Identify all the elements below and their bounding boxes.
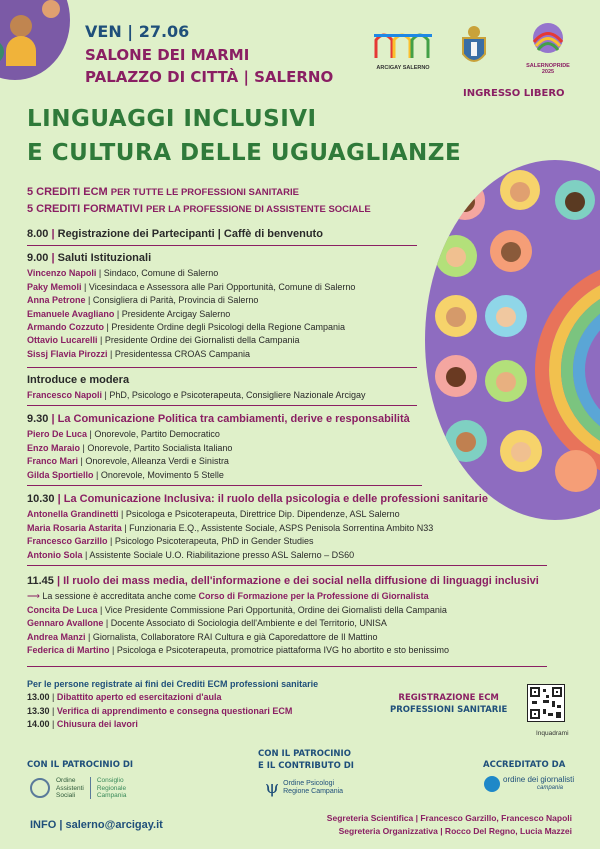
organizational-secretariat: Segreteria Organizzativa | Rocco Del Regno, Lucia Mazzei (338, 826, 572, 836)
patronage-contrib-line2: E IL CONTRIBUTO DI (258, 761, 354, 771)
moderator-heading: Introduce e modera (27, 374, 130, 386)
croas-text-3: Sociali (56, 792, 76, 799)
scientific-secretariat: Segreteria Scientifica | Francesco Garzillo, Francesco Napoli (326, 813, 572, 823)
speaker-row: Vincenzo Napoli | Sindaco, Comune di Salerno (27, 268, 219, 279)
speaker-row: Gennaro Avallone | Docente Associato di Sociologia dell'Ambiente e del Territorio, UNISA (27, 618, 387, 629)
croas-text-2: Assistenti (56, 784, 84, 792)
ecm-item-time: 13.00 (27, 692, 50, 703)
speaker-role: Sindaco, Comune di Salerno (103, 268, 219, 279)
speaker-row: Antonio Sola | Assistente Sociale U.O. Riabilitazione presso ASL Salerno – DS60 (27, 549, 355, 560)
speaker-name: Concita De Luca (27, 604, 98, 615)
speaker-name: Gennaro Avallone (27, 618, 104, 629)
session-800-time: 8.00 (27, 228, 49, 240)
accredited-label: ACCREDITATO DA (483, 760, 566, 770)
ordine-psicologi-logo (265, 777, 343, 798)
speaker-name: Paky Memoli (27, 281, 82, 292)
registration-line2: PROFESSIONI SANITARIE (390, 705, 508, 715)
speaker-role: Vice Presidente Commissione Pari Opportunità, Ordine dei Giornalisti della Campania (104, 604, 447, 615)
speaker-name: Maria Rosaria Astarita (27, 522, 122, 533)
speaker-role: Onorevole, Partito Democratico (94, 429, 220, 440)
session-1145-title: Il ruolo dei mass media, dell'informazione e dei social nella diffusione di linguaggi inclusivi (63, 575, 539, 587)
arcigay-logo (372, 28, 434, 70)
qr-caption: Inquadrami (536, 730, 569, 737)
speaker-row: Francesco Napoli | PhD, Psicologo e Psicoterapeuta, Consigliere Nazionale Arcigay (27, 390, 366, 401)
speaker-role: Vicesindaca e Assessora alle Pari Opportunità, Comune di Salerno (88, 281, 356, 292)
speaker-row: Armando Cozzuto | Presidente Ordine degli Psicologi della Regione Campania (27, 322, 345, 333)
speaker-row: Paky Memoli | Vicesindaca e Assessora alle Pari Opportunità, Comune di Salerno (27, 281, 356, 292)
ordine-giornalisti-logo (484, 776, 574, 792)
speaker-role: Giornalista, Collaboratore RAI Cultura e già Caporedattore de Il Mattino (92, 631, 378, 642)
accreditation-note (27, 590, 567, 603)
contact-info[interactable]: INFO | salerno@arcigay.it (30, 819, 163, 831)
speaker-row: Piero De Luca | Onorevole, Partito Democratico (27, 429, 220, 440)
session-800-content: 8.00 | Registrazione dei Partecipanti | Caffè di benvenuto (27, 228, 323, 240)
assistenti-sociali-icon (30, 778, 50, 798)
speaker-name: Anna Petrone (27, 295, 86, 306)
speaker-row: Sissj Flavia Pirozzi | Presidentessa CROAS Campania (27, 348, 250, 359)
session-930-title: La Comunicazione Politica tra cambiamenti, derive e responsabilità (57, 413, 410, 425)
speaker-role: Consigliera di Parità, Provincia di Salerno (92, 295, 259, 306)
session-1030-title: La Comunicazione Inclusiva: il ruolo della psicologia e delle professioni sanitarie (63, 493, 488, 505)
ecm-item-text: Verifica di apprendimento e consegna questionari ECM (56, 705, 293, 716)
speaker-role: PhD, Psicologo e Psicoterapeuta, Consigliere Nazionale Arcigay (109, 390, 366, 401)
session-800-title: Registrazione dei Partecipanti | Caffè di benvenuto (57, 228, 323, 240)
consiglio-text-1: Consiglio (96, 777, 124, 784)
speaker-name: Sissj Flavia Pirozzi (27, 348, 108, 359)
secretariat-info (327, 812, 572, 838)
training-credits: 5 CREDITI FORMATIVI (27, 203, 143, 215)
croas-text-1: Ordine (56, 777, 76, 784)
speaker-name: Emanuele Avagliano (27, 308, 115, 319)
venue-location: PALAZZO DI CITTÀ | SALERNO (85, 68, 334, 86)
arcigay-logo-text: ARCIGAY SALERNO (376, 65, 430, 71)
decorative-illustration-top-left (0, 0, 70, 80)
ecm-credits-detail: PER TUTTE LE PROFESSIONI SANITARIE (110, 187, 300, 198)
comune-salerno-crest-icon (458, 24, 490, 70)
speaker-row: Enzo Maraio | Onorevole, Partito Socialista Italiano (27, 442, 233, 453)
training-credits-detail: PER LA PROFESSIONE DI ASSISTENTE SOCIALE (145, 204, 371, 215)
ecm-item: 13.00 | Dibattito aperto ed esercitazioni d'aula (27, 692, 222, 703)
registration-line1: REGISTRAZIONE ECM (398, 693, 499, 703)
speaker-name: Enzo Maraio (27, 442, 81, 453)
session-1030-content: 10.30 | La Comunicazione Inclusiva: il ruolo della psicologia e delle professioni sanitarie Antonella Grandinetti | Psicologa e Psicoterapeuta, Direttrice Dip. Dipendenze, ASL Salerno Maria Rosaria Astarita | Funzionaria E.Q., Assistente Sociale, ASPS Penisola Sorrentina Ambito N33 Francesco Garzillo | Psicologo Psicoterapeuta, PhD in Gender Studies Antonio Sola | Assistente Sociale U.O. Riabilitazione presso ASL Salerno – DS60 (27, 493, 567, 562)
session-1030-time: 10.30 (27, 493, 55, 505)
salerno-pride-logo (524, 20, 572, 75)
patronage-contrib-line1: CON IL PATROCINIO (258, 749, 351, 759)
consiglio-text-3: Campania (96, 792, 127, 799)
ecm-item-text: Dibattito aperto ed esercitazioni d'aula (56, 692, 222, 703)
speaker-role: Onorevole, Movimento 5 Stelle (100, 469, 224, 480)
speaker-name: Andrea Manzi (27, 631, 86, 642)
speaker-row: Ottavio Lucarelli | Presidente Ordine dei Giornalisti della Campania (27, 335, 300, 346)
session-1145-time: 11.45 (27, 575, 54, 587)
speaker-role: Psicologo Psicoterapeuta, PhD in Gender Studies (114, 536, 314, 547)
speaker-role: Onorevole, Partito Socialista Italiano (87, 442, 233, 453)
speaker-row: Antonella Grandinetti | Psicologa e Psicoterapeuta, Direttrice Dip. Dipendenze, ASL Salerno (27, 509, 400, 520)
speaker-role: Funzionaria E.Q., Assistente Sociale, ASPS Penisola Sorrentina Ambito N33 (129, 522, 434, 533)
event-date: VEN | 27.06 (85, 22, 190, 41)
ecm-item-time: 14.00 (27, 719, 50, 730)
speaker-role: Psicologa e Psicoterapeuta, Direttrice Dip. Dipendenze, ASL Salerno (125, 509, 400, 520)
ecm-item-time: 13.30 (27, 705, 50, 716)
event-title-line1: LINGUAGGI INCLUSIVI (27, 106, 317, 132)
ecm-registration-label (390, 692, 507, 716)
speaker-name: Federica di Martino (27, 645, 110, 656)
speaker-role: Assistente Sociale U.O. Riabilitazione presso ASL Salerno – DS60 (89, 549, 355, 560)
free-entry-badge: INGRESSO LIBERO (463, 88, 565, 99)
session-930-time: 9.30 (27, 413, 49, 425)
pride-logo-text: SALERNOPRIDE 2025 (526, 63, 570, 75)
speaker-row: Francesco Garzillo | Psicologo Psicoterapeuta, PhD in Gender Studies (27, 536, 314, 547)
ecm-item-text: Chiusura dei lavori (56, 719, 138, 730)
speaker-role: Onorevole, Alleanza Verdi e Sinistra (85, 456, 229, 467)
patronage-label: CON IL PATROCINIO DI (27, 760, 134, 770)
session-1145-content: 11.45 | Il ruolo dei mass media, dell'informazione e dei social nella diffusione di linguaggi inclusivi ⟶ La sessione è accreditata anche come Corso di Formazione per la Professione di Giornalista Concita De Luca | Vice Presidente Commissione Pari Opportunità, Ordine dei Giornalisti della Campania Gennaro Avallone | Docente Associato di Sociologia dell'Ambiente e del Territorio, UNISA Andrea Manzi | Giornalista, Collaboratore RAI Cultura e già Caporedattore de Il Mattino Federica di Martino | Psicologa e Psicoterapeuta, promotrice piattaforma IVG ho abortito e sto benissimo (27, 575, 567, 657)
croas-logo (30, 777, 126, 800)
psicologi-text-2: Regione Campania (283, 787, 344, 795)
patronage-contribution-label (258, 748, 354, 772)
speaker-row: Franco Mari | Onorevole, Alleanza Verdi e Sinistra (27, 456, 229, 467)
giornalisti-subtext: campania (537, 785, 564, 791)
speaker-name: Antonella Grandinetti (27, 509, 119, 520)
consiglio-text-2: Regionale (96, 784, 127, 792)
speaker-row: Emanuele Avagliano | Presidente Arcigay Salerno (27, 308, 231, 319)
accreditation-text: La sessione è accreditata anche come (42, 591, 197, 602)
giornalisti-icon (484, 776, 500, 792)
speaker-row: Federica di Martino | Psicologa e Psicoterapeuta, promotrice piattaforma IVG ho abortito e sto benissimo (27, 645, 450, 656)
credits-info (27, 184, 371, 218)
speaker-role: Presidente Ordine degli Psicologi della Regione Campania (111, 322, 345, 333)
session-900-content: 9.00 | Saluti Istituzionali Vincenzo Napoli | Sindaco, Comune di Salerno Paky Memoli | Vicesindaca e Assessora alle Pari Opportunità, Comune di Salerno Anna Petrone | Consigliera di Parità, Provincia di Salerno Emanuele Avagliano | Presidente Arcigay Salerno Armando Cozzuto | Presidente Ordine degli Psicologi della Regione Campania Ottavio Lucarelli | Presidente Ordine dei Giornalisti della Campania Sissj Flavia Pirozzi | Presidentessa CROAS Campania (27, 252, 567, 361)
speaker-name: Francesco Garzillo (27, 536, 108, 547)
speaker-row: Anna Petrone | Consigliera di Parità, Provincia di Salerno (27, 295, 259, 306)
speaker-role: Presidente Arcigay Salerno (121, 308, 231, 319)
speaker-name: Franco Mari (27, 456, 79, 467)
speaker-name: Gilda Sportiello (27, 469, 94, 480)
psi-icon: ψ (265, 777, 280, 798)
session-900-title: Saluti Istituzionali (57, 252, 152, 264)
arrow-right-icon: ⟶ (27, 591, 40, 602)
venue-name: SALONE DEI MARMI (85, 46, 250, 64)
speaker-name: Ottavio Lucarelli (27, 335, 98, 346)
giornalisti-text: ordine dei giornalisti (503, 775, 575, 784)
ecm-schedule (27, 678, 367, 732)
speaker-name: Antonio Sola (27, 549, 83, 560)
speaker-name: Vincenzo Napoli (27, 268, 97, 279)
speaker-row: Maria Rosaria Astarita | Funzionaria E.Q., Assistente Sociale, ASPS Penisola Sorrentina Ambito N33 (27, 522, 434, 533)
ecm-item: 13.30 | Verifica di apprendimento e consegna questionari ECM (27, 705, 293, 716)
speaker-role: Presidentessa CROAS Campania (114, 348, 250, 359)
speaker-role: Docente Associato di Sociologia dell'Ambiente e del Territorio, UNISA (110, 618, 387, 629)
speaker-row: Gilda Sportiello | Onorevole, Movimento 5 Stelle (27, 469, 224, 480)
speaker-name: Armando Cozzuto (27, 322, 104, 333)
ecm-item: 14.00 | Chiusura dei lavori (27, 719, 138, 730)
speaker-row: Andrea Manzi | Giornalista, Collaboratore RAI Cultura e già Caporedattore de Il Mattino (27, 631, 378, 642)
ecm-credits: 5 CREDITI ECM (27, 186, 108, 198)
event-title-line2: E CULTURA DELLE UGUAGLIANZE (27, 140, 462, 166)
speaker-name: Francesco Napoli (27, 390, 103, 401)
session-930-content: 9.30 | La Comunicazione Politica tra cambiamenti, derive e responsabilità Piero De Luca | Onorevole, Partito Democratico Enzo Maraio | Onorevole, Partito Socialista Italiano Franco Mari | Onorevole, Alleanza Verdi e Sinistra Gilda Sportiello | Onorevole, Movimento 5 Stelle (27, 413, 567, 482)
accreditation-course: Corso di Formazione per la Professione di Giornalista (198, 591, 429, 602)
speaker-role: Psicologa e Psicoterapeuta, promotrice piattaforma IVG ho abortito e sto benissimo (116, 645, 450, 656)
session-moderator-content (27, 374, 567, 403)
ecm-intro: Per le persone registrate ai fini dei Crediti ECM professioni sanitarie (27, 679, 319, 689)
speaker-role: Presidente Ordine dei Giornalisti della Campania (104, 335, 300, 346)
speaker-row: Concita De Luca | Vice Presidente Commissione Pari Opportunità, Ordine dei Giornalisti della Campania (27, 604, 447, 615)
registration-qr-code[interactable] (527, 684, 565, 722)
psicologi-text-1: Ordine Psicologi (283, 779, 335, 787)
speaker-name: Piero De Luca (27, 429, 88, 440)
session-900-time: 9.00 (27, 252, 49, 264)
